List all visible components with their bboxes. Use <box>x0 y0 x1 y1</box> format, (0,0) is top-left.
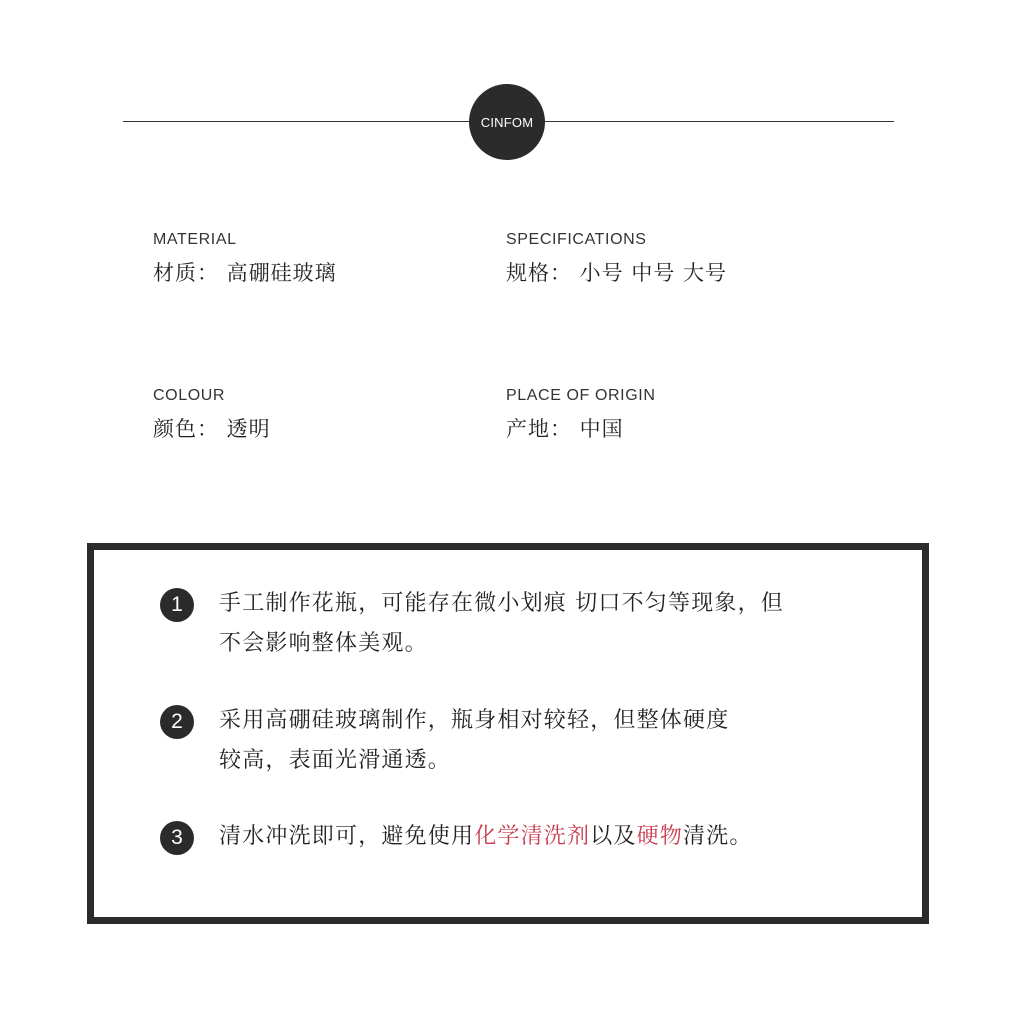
note-text-segment: 以及 <box>590 824 637 849</box>
spec-colour-value: 颜色： 透明 <box>153 417 271 441</box>
note-line: 采用高硼硅玻璃制作，瓶身相对较轻，但整体硬度 <box>219 708 730 733</box>
note-line: 不会影响整体美观。 <box>219 631 428 656</box>
note-text <box>219 817 879 857</box>
spec-material-value: 材质： 高硼硅玻璃 <box>153 261 337 285</box>
brand-logo-badge <box>469 84 545 160</box>
note-text <box>219 701 879 781</box>
care-notes-box <box>87 543 929 924</box>
note-text-segment: 清洗。 <box>683 824 753 849</box>
spec-material <box>153 231 337 287</box>
spec-colour-heading: COLOUR <box>153 387 226 404</box>
highlight-chemical-cleaner: 化学清洗剂 <box>474 824 591 849</box>
spec-origin-value: 产地： 中国 <box>506 417 624 441</box>
note-number-badge: 3 <box>160 821 194 855</box>
note-text-segment: 清水冲洗即可，避免使用 <box>219 824 475 849</box>
spec-origin-heading: PLACE OF ORIGIN <box>506 387 656 404</box>
spec-specifications <box>506 231 727 287</box>
note-number-badge: 1 <box>160 588 194 622</box>
spec-specifications-value: 规格： 小号 中号 大号 <box>506 261 728 285</box>
spec-specifications-heading: SPECIFICATIONS <box>506 231 647 248</box>
note-line: 手工制作花瓶，可能存在微小划痕 切口不匀等现象，但 <box>219 591 784 616</box>
note-line: 较高，表面光滑通透。 <box>219 748 452 773</box>
spec-material-heading: MATERIAL <box>153 231 237 248</box>
spec-colour <box>153 387 271 443</box>
note-text <box>219 584 879 664</box>
brand-name: CINFOM <box>480 114 534 130</box>
spec-origin <box>506 387 655 443</box>
highlight-hard-objects: 硬物 <box>636 824 684 849</box>
note-number-badge: 2 <box>160 705 194 739</box>
